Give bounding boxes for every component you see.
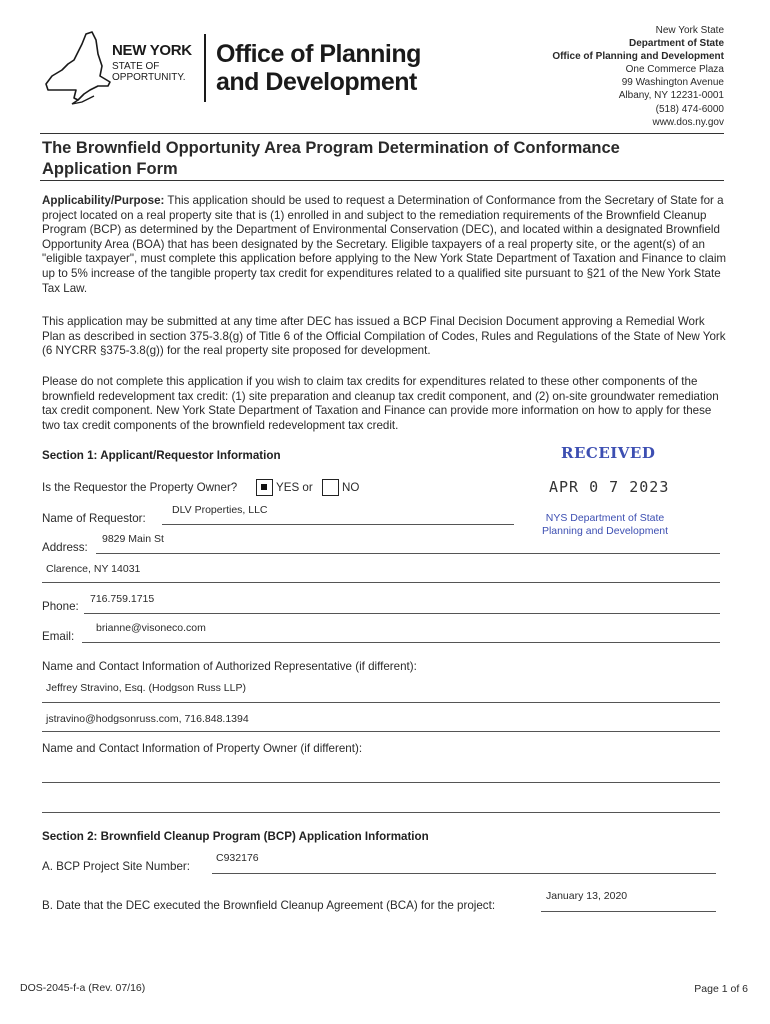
email-label: Email: bbox=[42, 630, 75, 643]
owner-no-checkbox[interactable] bbox=[322, 479, 339, 496]
owner-no-label: NO bbox=[342, 481, 360, 494]
agency-line: New York State bbox=[655, 25, 724, 36]
brand-divider bbox=[204, 34, 206, 102]
bca-date-label: B. Date that the DEC executed the Brownfield Cleanup Agreement (BCA) for the project: bbox=[42, 899, 496, 912]
property-owner-label: Name and Contact Information of Property Owner (if different): bbox=[42, 742, 363, 755]
stamp-dept-line2: Planning and Development bbox=[541, 525, 669, 537]
address-label: Address: bbox=[42, 541, 88, 554]
requestor-name-label: Name of Requestor: bbox=[42, 512, 146, 525]
stamp-dept-line1: NYS Department of State bbox=[545, 512, 665, 524]
address-line2-value[interactable]: Clarence, NY 14031 bbox=[46, 563, 141, 575]
received-stamp-date: APR 0 7 2023 bbox=[549, 478, 670, 496]
requestor-name-value[interactable]: DLV Properties, LLC bbox=[172, 504, 268, 516]
exclusion-paragraph: Please do not complete this application if you wish to claim tax credits for expenditures related to these other components of the brownfield redevelopment tax credit: (1) site preparation and cleanup tax credit component, and (2) on-site groundwater remediation tax credit component. New York State Department of Taxation and Finance can provide more information on how to apply for these two tax credit components of the brownfield redevelopment tax credit. bbox=[42, 375, 719, 432]
brand-state-line1: STATE OF bbox=[112, 61, 160, 72]
representative-label: Name and Contact Information of Authorized Representative (if different): bbox=[42, 660, 417, 673]
submission-paragraph: This application may be submitted at any time after DEC has issued a BCP Final Decision Document approving a Remedial Work Plan as described in section 375-3.8(g) of Title 6 of the Official Compilation of Codes, Rules and Regulations of the State of New York (6 NYCRR §375-3.8(g)) for the real property site proposed for development. bbox=[42, 315, 726, 358]
agency-line: 99 Washington Avenue bbox=[621, 77, 724, 89]
representative-name-value[interactable]: Jeffrey Stravino, Esq. (Hodgson Russ LLP) bbox=[46, 682, 246, 694]
brand-state-of-opportunity bbox=[112, 61, 186, 83]
section-1-heading: Section 1: Applicant/Requestor Information bbox=[42, 449, 281, 462]
agency-website: www.dos.ny.gov bbox=[652, 116, 724, 128]
email-line bbox=[82, 642, 720, 643]
brand-state-line2: OPPORTUNITY. bbox=[112, 72, 186, 83]
agency-line: Office of Planning and Development bbox=[552, 51, 724, 63]
applicability-lead: Applicability/Purpose: bbox=[42, 194, 165, 207]
title-rule-top bbox=[40, 133, 724, 134]
document-title-line2: Application Form bbox=[42, 160, 178, 178]
agency-address-block bbox=[552, 24, 724, 129]
owner-question-label: Is the Requestor the Property Owner? bbox=[42, 481, 238, 494]
requestor-name-line bbox=[162, 524, 514, 525]
property-owner-line2-rule[interactable] bbox=[42, 812, 720, 813]
agency-line: (518) 474-6000 bbox=[655, 103, 724, 115]
applicability-paragraph bbox=[42, 194, 730, 296]
new-york-state-map-icon bbox=[38, 30, 116, 106]
bca-date-line bbox=[541, 911, 716, 912]
brand-office-line2: and Development bbox=[216, 68, 417, 96]
document-title-line1: The Brownfield Opportunity Area Program Determination of Conformance bbox=[42, 139, 620, 157]
brand-office-line1: Office of Planning bbox=[216, 40, 421, 68]
representative-contact-value[interactable]: jstravino@hodgsonruss.com, 716.848.1394 bbox=[46, 713, 249, 725]
brand-new-york: NEW YORK bbox=[112, 42, 192, 59]
bcp-site-number-line bbox=[212, 873, 716, 874]
representative-line1-rule bbox=[42, 702, 720, 703]
email-value[interactable]: brianne@visoneco.com bbox=[96, 622, 206, 634]
applicability-text: This application should be used to request a Determination of Conformance from the Secretary of State for a project located on a real property site that is (1) enrolled in and subject to the remediation requirements of the Brownfield Cleanup Program (BCP) as determined by the Department of Environmental Conservation (DEC), and located within a designated Brownfield Opportunity Area (BOA) that has been designated by the Secretary. Eligible taxpayers of a real property site, or the agent(s) of an "eligible taxpayer", must complete this application before applying to the New York State Department of Taxation and Finance to claim up to 5% increase of the tangible property tax credit for expenditures related to a qualified site pursuant to §21 of the New York State Tax Law. bbox=[42, 194, 727, 295]
agency-line: Albany, NY 12231-0001 bbox=[618, 90, 724, 102]
owner-yes-label: YES or bbox=[276, 481, 313, 494]
received-stamp: RECEIVED bbox=[561, 444, 656, 462]
property-owner-line1-rule[interactable] bbox=[42, 782, 720, 783]
representative-line2-rule bbox=[42, 731, 720, 732]
phone-value[interactable]: 716.759.1715 bbox=[90, 593, 155, 605]
brand-office-name bbox=[216, 40, 421, 96]
phone-line bbox=[84, 613, 720, 614]
bcp-site-number-value[interactable]: C932176 bbox=[216, 852, 259, 864]
address-line bbox=[96, 553, 720, 554]
bcp-site-number-label: A. BCP Project Site Number: bbox=[42, 860, 190, 873]
title-rule-bottom bbox=[40, 180, 724, 181]
phone-label: Phone: bbox=[42, 600, 79, 613]
owner-yes-checkbox[interactable] bbox=[256, 479, 273, 496]
address-line2-rule bbox=[42, 582, 720, 583]
agency-line: Department of State bbox=[628, 38, 724, 50]
section-2-heading: Section 2: Brownfield Cleanup Program (BCP) Application Information bbox=[42, 830, 429, 843]
page-number: Page 1 of 6 bbox=[694, 983, 748, 995]
form-identifier: DOS-2045-f-a (Rev. 07/16) bbox=[20, 982, 146, 994]
received-stamp-department bbox=[520, 512, 690, 538]
address-value[interactable]: 9829 Main St bbox=[102, 533, 164, 545]
bca-date-value[interactable]: January 13, 2020 bbox=[546, 890, 628, 902]
agency-line: One Commerce Plaza bbox=[625, 64, 724, 76]
document-title bbox=[42, 138, 732, 180]
